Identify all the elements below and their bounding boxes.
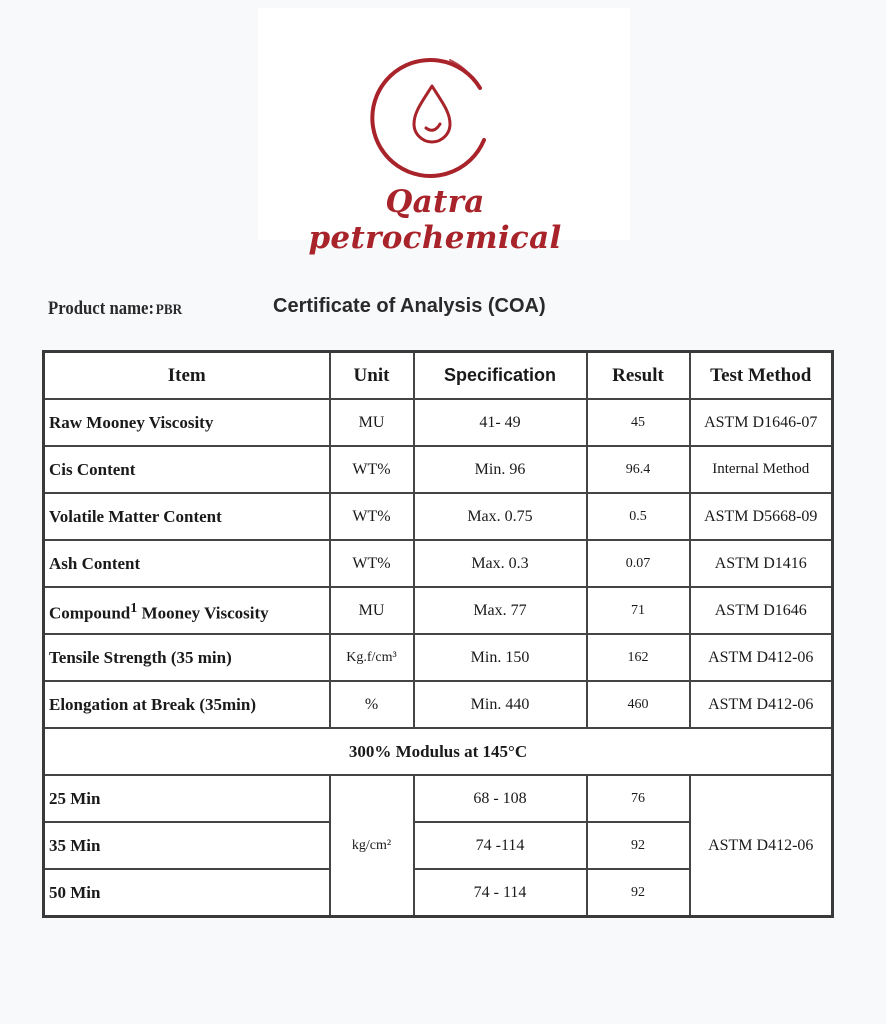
product-value: PBR (155, 302, 183, 318)
product-label: Product name: (48, 298, 155, 319)
specification-cell: Min. 150 (414, 634, 587, 681)
unit-cell: WT% (330, 493, 414, 540)
test-method-cell: ASTM D412-06 (690, 681, 833, 728)
unit-cell: MU (330, 587, 414, 634)
unit-cell: WT% (330, 446, 414, 493)
result-cell: 162 (587, 634, 690, 681)
specification-cell: 74 -114 (414, 822, 587, 869)
specification-cell: Max. 0.3 (414, 540, 587, 587)
item-cell: Cis Content (44, 446, 330, 493)
test-method-cell: ASTM D1646 (690, 587, 833, 634)
test-method-cell: ASTM D5668-09 (690, 493, 833, 540)
test-method-cell: ASTM D1416 (690, 540, 833, 587)
column-header-item: Item (44, 352, 330, 400)
table-row (44, 540, 833, 587)
table-row (44, 775, 833, 822)
result-cell: 0.5 (587, 493, 690, 540)
specification-cell: 74 - 114 (414, 869, 587, 917)
column-header-specification: Specification (414, 352, 587, 400)
result-cell: 0.07 (587, 540, 690, 587)
result-cell: 96.4 (587, 446, 690, 493)
specification-cell: Min. 96 (414, 446, 587, 493)
item-cell: Raw Mooney Viscosity (44, 399, 330, 446)
table-row (44, 446, 833, 493)
result-cell: 71 (587, 587, 690, 634)
column-header-test-method: Test Method (690, 352, 833, 400)
specification-cell: 68 - 108 (414, 775, 587, 822)
page-title: Certificate of Analysis (COA) (273, 295, 546, 317)
table-row (44, 399, 833, 446)
table-row (44, 493, 833, 540)
test-method-cell: ASTM D1646-07 (690, 399, 833, 446)
item-cell: Elongation at Break (35min) (44, 681, 330, 728)
table-row (44, 587, 833, 634)
coa-table (42, 350, 834, 918)
result-cell: 460 (587, 681, 690, 728)
item-cell: 35 Min (44, 822, 330, 869)
company-logo (258, 8, 630, 256)
unit-cell: % (330, 681, 414, 728)
specification-cell: Min. 440 (414, 681, 587, 728)
unit-cell: kg/cm² (330, 775, 414, 917)
result-cell: 45 (587, 399, 690, 446)
result-cell: 92 (587, 822, 690, 869)
unit-cell: MU (330, 399, 414, 446)
unit-cell: Kg.f/cm³ (330, 634, 414, 681)
result-cell: 76 (587, 775, 690, 822)
table-row (44, 681, 833, 728)
table-row (44, 634, 833, 681)
item-cell: Volatile Matter Content (44, 493, 330, 540)
brand-name: Qatra petrochemical (308, 184, 562, 256)
column-header-unit: Unit (330, 352, 414, 400)
column-header-result: Result (587, 352, 690, 400)
specification-cell: Max. 0.75 (414, 493, 587, 540)
footnote-marker: 1 (130, 599, 138, 616)
item-cell: Tensile Strength (35 min) (44, 634, 330, 681)
item-cell: 25 Min (44, 775, 330, 822)
item-cell: 50 Min (44, 869, 330, 917)
droplet-in-circle-icon (362, 44, 502, 184)
test-method-cell: Internal Method (690, 446, 833, 493)
specification-cell: 41- 49 (414, 399, 587, 446)
item-cell (44, 587, 330, 634)
specification-cell: Max. 77 (414, 587, 587, 634)
product-name (48, 298, 182, 320)
item-cell: Ash Content (44, 540, 330, 587)
section-title: 300% Modulus at 145°C (44, 728, 833, 775)
table-header-row (44, 352, 833, 400)
item-text-rest: Mooney Viscosity (137, 603, 269, 623)
section-row (44, 728, 833, 775)
test-method-cell: ASTM D412-06 (690, 634, 833, 681)
unit-cell: WT% (330, 540, 414, 587)
test-method-cell: ASTM D412-06 (690, 775, 833, 917)
item-text: Compound (49, 603, 131, 623)
result-cell: 92 (587, 869, 690, 917)
